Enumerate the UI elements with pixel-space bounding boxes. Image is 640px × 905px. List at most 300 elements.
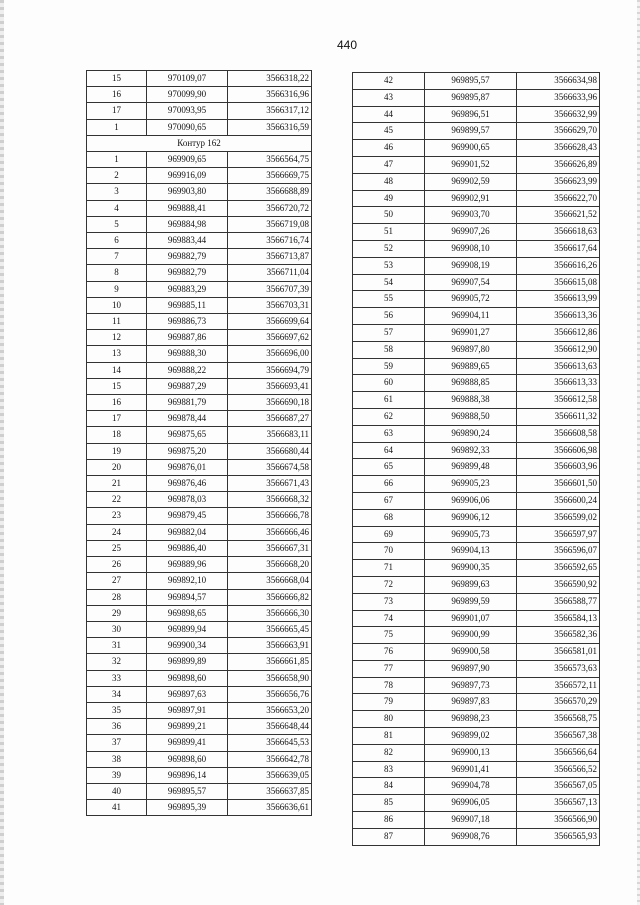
x-coordinate: 969906,12 <box>425 509 517 526</box>
table-row <box>353 392 600 409</box>
table-row <box>353 425 600 442</box>
x-coordinate: 969904,13 <box>425 543 517 560</box>
point-number: 79 <box>353 694 425 711</box>
point-number: 47 <box>353 156 425 173</box>
point-number: 31 <box>87 638 147 654</box>
point-number: 18 <box>87 427 147 443</box>
x-coordinate: 969906,05 <box>425 795 517 812</box>
table-row <box>87 346 312 362</box>
y-coordinate: 3566590,92 <box>517 576 600 593</box>
table-row <box>87 378 312 394</box>
x-coordinate: 969900,34 <box>147 638 228 654</box>
table-row <box>87 735 312 751</box>
y-coordinate: 3566603,96 <box>517 459 600 476</box>
table-row <box>87 330 312 346</box>
x-coordinate: 969897,83 <box>425 694 517 711</box>
x-coordinate: 969892,10 <box>147 573 228 589</box>
point-number: 34 <box>87 686 147 702</box>
x-coordinate: 969907,18 <box>425 812 517 829</box>
point-number: 33 <box>87 670 147 686</box>
point-number: 74 <box>353 610 425 627</box>
x-coordinate: 969885,11 <box>147 297 228 313</box>
table-row <box>353 660 600 677</box>
y-coordinate: 3566663,91 <box>228 638 312 654</box>
point-number: 71 <box>353 560 425 577</box>
point-number: 82 <box>353 744 425 761</box>
y-coordinate: 3566665,45 <box>228 621 312 637</box>
x-coordinate: 969898,60 <box>147 670 228 686</box>
y-coordinate: 3566599,02 <box>517 509 600 526</box>
x-coordinate: 969899,41 <box>147 735 228 751</box>
x-coordinate: 969879,45 <box>147 508 228 524</box>
y-coordinate: 3566623,99 <box>517 173 600 190</box>
table-row <box>87 87 312 103</box>
table-row <box>353 408 600 425</box>
y-coordinate: 3566688,89 <box>228 184 312 200</box>
table-row <box>353 744 600 761</box>
x-coordinate: 969900,35 <box>425 560 517 577</box>
point-number: 9 <box>87 281 147 297</box>
table-row <box>353 509 600 526</box>
point-number: 3 <box>87 184 147 200</box>
point-number: 15 <box>87 378 147 394</box>
table-row <box>353 644 600 661</box>
point-number: 50 <box>353 207 425 224</box>
table-row <box>353 240 600 257</box>
y-coordinate: 3566601,50 <box>517 476 600 493</box>
point-number: 41 <box>87 800 147 816</box>
y-coordinate: 3566570,29 <box>517 694 600 711</box>
x-coordinate: 969895,39 <box>147 800 228 816</box>
table-row <box>87 767 312 783</box>
y-coordinate: 3566588,77 <box>517 593 600 610</box>
y-coordinate: 3566581,01 <box>517 644 600 661</box>
x-coordinate: 969908,19 <box>425 257 517 274</box>
point-number: 61 <box>353 392 425 409</box>
y-coordinate: 3566687,27 <box>228 411 312 427</box>
point-number: 69 <box>353 526 425 543</box>
point-number: 16 <box>87 395 147 411</box>
x-coordinate: 969888,41 <box>147 200 228 216</box>
table-row <box>87 200 312 216</box>
y-coordinate: 3566634,98 <box>517 73 600 90</box>
y-coordinate: 3566711,04 <box>228 265 312 281</box>
y-coordinate: 3566615,08 <box>517 274 600 291</box>
table-row <box>353 375 600 392</box>
point-number: 16 <box>87 87 147 103</box>
y-coordinate: 3566661,85 <box>228 654 312 670</box>
y-coordinate: 3566690,18 <box>228 395 312 411</box>
point-number: 1 <box>87 152 147 168</box>
y-coordinate: 3566632,99 <box>517 106 600 123</box>
x-coordinate: 969882,79 <box>147 249 228 265</box>
point-number: 11 <box>87 314 147 330</box>
y-coordinate: 3566584,13 <box>517 610 600 627</box>
y-coordinate: 3566626,89 <box>517 156 600 173</box>
table-row <box>87 557 312 573</box>
x-coordinate: 969899,57 <box>425 123 517 140</box>
point-number: 75 <box>353 627 425 644</box>
y-coordinate: 3566573,63 <box>517 660 600 677</box>
point-number: 21 <box>87 476 147 492</box>
y-coordinate: 3566716,74 <box>228 233 312 249</box>
y-coordinate: 3566693,41 <box>228 378 312 394</box>
point-number: 27 <box>87 573 147 589</box>
table-row <box>87 395 312 411</box>
x-coordinate: 969897,73 <box>425 677 517 694</box>
x-coordinate: 969902,59 <box>425 173 517 190</box>
y-coordinate: 3566567,38 <box>517 728 600 745</box>
table-row <box>87 702 312 718</box>
table-row <box>87 216 312 232</box>
x-coordinate: 969898,65 <box>147 605 228 621</box>
coordinates-table-right <box>352 72 600 846</box>
table-row <box>87 427 312 443</box>
y-coordinate: 3566642,78 <box>228 751 312 767</box>
y-coordinate: 3566683,11 <box>228 427 312 443</box>
y-coordinate: 3566668,20 <box>228 557 312 573</box>
x-coordinate: 969903,80 <box>147 184 228 200</box>
x-coordinate: 969895,57 <box>147 783 228 799</box>
x-coordinate: 969897,90 <box>425 660 517 677</box>
table-row <box>87 540 312 556</box>
point-number: 65 <box>353 459 425 476</box>
point-number: 39 <box>87 767 147 783</box>
y-coordinate: 3566658,90 <box>228 670 312 686</box>
x-coordinate: 969897,91 <box>147 702 228 718</box>
point-number: 49 <box>353 190 425 207</box>
point-number: 81 <box>353 728 425 745</box>
x-coordinate: 969901,41 <box>425 761 517 778</box>
table-row <box>353 677 600 694</box>
y-coordinate: 3566597,97 <box>517 526 600 543</box>
y-coordinate: 3566567,13 <box>517 795 600 812</box>
y-coordinate: 3566666,46 <box>228 524 312 540</box>
point-number: 44 <box>353 106 425 123</box>
point-number: 84 <box>353 778 425 795</box>
point-number: 42 <box>353 73 425 90</box>
x-coordinate: 969887,86 <box>147 330 228 346</box>
point-number: 22 <box>87 492 147 508</box>
y-coordinate: 3566596,07 <box>517 543 600 560</box>
x-coordinate: 969882,79 <box>147 265 228 281</box>
point-number: 53 <box>353 257 425 274</box>
y-coordinate: 3566566,52 <box>517 761 600 778</box>
x-coordinate: 969904,78 <box>425 778 517 795</box>
table-row <box>87 654 312 670</box>
y-coordinate: 3566618,63 <box>517 224 600 241</box>
point-number: 48 <box>353 173 425 190</box>
x-coordinate: 969892,33 <box>425 442 517 459</box>
y-coordinate: 3566616,26 <box>517 257 600 274</box>
table-row <box>353 459 600 476</box>
x-coordinate: 969886,73 <box>147 314 228 330</box>
x-coordinate: 969890,24 <box>425 425 517 442</box>
y-coordinate: 3566648,44 <box>228 719 312 735</box>
x-coordinate: 969900,58 <box>425 644 517 661</box>
point-number: 37 <box>87 735 147 751</box>
point-number: 17 <box>87 103 147 119</box>
x-coordinate: 970109,07 <box>147 71 228 87</box>
x-coordinate: 969888,50 <box>425 408 517 425</box>
point-number: 63 <box>353 425 425 442</box>
table-row <box>87 443 312 459</box>
table-row <box>353 795 600 812</box>
y-coordinate: 3566564,75 <box>228 152 312 168</box>
table-row <box>87 314 312 330</box>
y-coordinate: 3566612,90 <box>517 341 600 358</box>
x-coordinate: 969883,29 <box>147 281 228 297</box>
y-coordinate: 3566699,64 <box>228 314 312 330</box>
table-row <box>87 362 312 378</box>
table-row <box>87 249 312 265</box>
x-coordinate: 969898,60 <box>147 751 228 767</box>
point-number: 13 <box>87 346 147 362</box>
y-coordinate: 3566612,86 <box>517 324 600 341</box>
table-row <box>353 694 600 711</box>
x-coordinate: 969899,02 <box>425 728 517 745</box>
table-row <box>87 265 312 281</box>
point-number: 19 <box>87 443 147 459</box>
y-coordinate: 3566671,43 <box>228 476 312 492</box>
table-row <box>353 274 600 291</box>
y-coordinate: 3566713,87 <box>228 249 312 265</box>
point-number: 51 <box>353 224 425 241</box>
x-coordinate: 969888,30 <box>147 346 228 362</box>
y-coordinate: 3566694,79 <box>228 362 312 378</box>
y-coordinate: 3566719,08 <box>228 216 312 232</box>
x-coordinate: 969897,63 <box>147 686 228 702</box>
table-row <box>87 459 312 475</box>
table-row <box>353 324 600 341</box>
table-row <box>87 686 312 702</box>
point-number: 5 <box>87 216 147 232</box>
point-number: 32 <box>87 654 147 670</box>
point-number: 72 <box>353 576 425 593</box>
y-coordinate: 3566666,82 <box>228 589 312 605</box>
table-row <box>353 543 600 560</box>
y-coordinate: 3566600,24 <box>517 492 600 509</box>
x-coordinate: 969902,91 <box>425 190 517 207</box>
table-row <box>87 605 312 621</box>
point-number: 25 <box>87 540 147 556</box>
x-coordinate: 969875,20 <box>147 443 228 459</box>
table-row <box>87 670 312 686</box>
table-row <box>87 119 312 135</box>
point-number: 12 <box>87 330 147 346</box>
y-coordinate: 3566633,96 <box>517 89 600 106</box>
x-coordinate: 969888,85 <box>425 375 517 392</box>
x-coordinate: 969887,29 <box>147 378 228 394</box>
x-coordinate: 969899,63 <box>425 576 517 593</box>
x-coordinate: 970099,90 <box>147 87 228 103</box>
table-row <box>87 297 312 313</box>
y-coordinate: 3566621,52 <box>517 207 600 224</box>
y-coordinate: 3566617,64 <box>517 240 600 257</box>
x-coordinate: 969905,23 <box>425 476 517 493</box>
x-coordinate: 969876,46 <box>147 476 228 492</box>
coordinates-table-left <box>86 70 312 816</box>
y-coordinate: 3566707,39 <box>228 281 312 297</box>
table-row <box>353 442 600 459</box>
point-number: 77 <box>353 660 425 677</box>
table-row <box>353 73 600 90</box>
x-coordinate: 969899,59 <box>425 593 517 610</box>
x-coordinate: 969907,54 <box>425 274 517 291</box>
point-number: 4 <box>87 200 147 216</box>
table-row <box>353 476 600 493</box>
point-number: 23 <box>87 508 147 524</box>
point-number: 17 <box>87 411 147 427</box>
table-row <box>87 524 312 540</box>
table-row <box>353 812 600 829</box>
x-coordinate: 970090,65 <box>147 119 228 135</box>
x-coordinate: 969876,01 <box>147 459 228 475</box>
x-coordinate: 969901,52 <box>425 156 517 173</box>
y-coordinate: 3566608,58 <box>517 425 600 442</box>
point-number: 57 <box>353 324 425 341</box>
table-row <box>353 492 600 509</box>
table-row <box>87 152 312 168</box>
point-number: 78 <box>353 677 425 694</box>
y-coordinate: 3566316,96 <box>228 87 312 103</box>
x-coordinate: 969884,98 <box>147 216 228 232</box>
y-coordinate: 3566612,58 <box>517 392 600 409</box>
point-number: 38 <box>87 751 147 767</box>
x-coordinate: 969886,40 <box>147 540 228 556</box>
table-row <box>353 257 600 274</box>
point-number: 43 <box>353 89 425 106</box>
point-number: 35 <box>87 702 147 718</box>
x-coordinate: 969908,76 <box>425 828 517 845</box>
y-coordinate: 3566636,61 <box>228 800 312 816</box>
y-coordinate: 3566628,43 <box>517 140 600 157</box>
x-coordinate: 969878,44 <box>147 411 228 427</box>
point-number: 52 <box>353 240 425 257</box>
x-coordinate: 969916,09 <box>147 168 228 184</box>
x-coordinate: 969899,94 <box>147 621 228 637</box>
x-coordinate: 969900,99 <box>425 627 517 644</box>
table-row <box>353 106 600 123</box>
y-coordinate: 3566645,53 <box>228 735 312 751</box>
table-row <box>353 627 600 644</box>
y-coordinate: 3566568,75 <box>517 711 600 728</box>
point-number: 67 <box>353 492 425 509</box>
point-number: 24 <box>87 524 147 540</box>
point-number: 62 <box>353 408 425 425</box>
table-row <box>87 281 312 297</box>
y-coordinate: 3566606,98 <box>517 442 600 459</box>
x-coordinate: 970093,95 <box>147 103 228 119</box>
table-row <box>87 783 312 799</box>
y-coordinate: 3566318,22 <box>228 71 312 87</box>
table-row <box>353 224 600 241</box>
x-coordinate: 969878,03 <box>147 492 228 508</box>
x-coordinate: 969883,44 <box>147 233 228 249</box>
point-number: 10 <box>87 297 147 313</box>
table-row <box>87 103 312 119</box>
y-coordinate: 3566613,33 <box>517 375 600 392</box>
x-coordinate: 969901,27 <box>425 324 517 341</box>
point-number: 40 <box>87 783 147 799</box>
table-row <box>87 71 312 87</box>
y-coordinate: 3566656,76 <box>228 686 312 702</box>
y-coordinate: 3566592,65 <box>517 560 600 577</box>
x-coordinate: 969901,07 <box>425 610 517 627</box>
x-coordinate: 969899,21 <box>147 719 228 735</box>
x-coordinate: 969905,72 <box>425 291 517 308</box>
table-row <box>87 638 312 654</box>
y-coordinate: 3566572,11 <box>517 677 600 694</box>
x-coordinate: 969909,65 <box>147 152 228 168</box>
point-number: 46 <box>353 140 425 157</box>
x-coordinate: 969900,13 <box>425 744 517 761</box>
table-row <box>353 207 600 224</box>
point-number: 29 <box>87 605 147 621</box>
contour-header-row <box>87 135 312 151</box>
y-coordinate: 3566669,75 <box>228 168 312 184</box>
point-number: 36 <box>87 719 147 735</box>
point-number: 7 <box>87 249 147 265</box>
point-number: 83 <box>353 761 425 778</box>
table-row <box>87 508 312 524</box>
x-coordinate: 969899,89 <box>147 654 228 670</box>
y-coordinate: 3566565,93 <box>517 828 600 845</box>
point-number: 76 <box>353 644 425 661</box>
y-coordinate: 3566637,85 <box>228 783 312 799</box>
x-coordinate: 969882,04 <box>147 524 228 540</box>
point-number: 68 <box>353 509 425 526</box>
table-row <box>87 621 312 637</box>
y-coordinate: 3566566,90 <box>517 812 600 829</box>
point-number: 1 <box>87 119 147 135</box>
y-coordinate: 3566639,05 <box>228 767 312 783</box>
x-coordinate: 969897,80 <box>425 341 517 358</box>
y-coordinate: 3566667,31 <box>228 540 312 556</box>
y-coordinate: 3566316,59 <box>228 119 312 135</box>
x-coordinate: 969900,65 <box>425 140 517 157</box>
x-coordinate: 969889,65 <box>425 358 517 375</box>
table-row <box>87 800 312 816</box>
y-coordinate: 3566666,30 <box>228 605 312 621</box>
point-number: 86 <box>353 812 425 829</box>
x-coordinate: 969875,65 <box>147 427 228 443</box>
x-coordinate: 969889,96 <box>147 557 228 573</box>
y-coordinate: 3566703,31 <box>228 297 312 313</box>
table-row <box>353 761 600 778</box>
table-row <box>87 233 312 249</box>
point-number: 14 <box>87 362 147 378</box>
table-row <box>353 560 600 577</box>
x-coordinate: 969888,38 <box>425 392 517 409</box>
x-coordinate: 969903,70 <box>425 207 517 224</box>
table-row <box>87 476 312 492</box>
x-coordinate: 969895,87 <box>425 89 517 106</box>
x-coordinate: 969906,06 <box>425 492 517 509</box>
table-row <box>87 719 312 735</box>
x-coordinate: 969898,23 <box>425 711 517 728</box>
y-coordinate: 3566653,20 <box>228 702 312 718</box>
point-number: 20 <box>87 459 147 475</box>
table-row <box>353 728 600 745</box>
y-coordinate: 3566613,99 <box>517 291 600 308</box>
x-coordinate: 969908,10 <box>425 240 517 257</box>
table-row <box>353 341 600 358</box>
table-row <box>353 140 600 157</box>
point-number: 70 <box>353 543 425 560</box>
table-row <box>353 828 600 845</box>
point-number: 56 <box>353 308 425 325</box>
